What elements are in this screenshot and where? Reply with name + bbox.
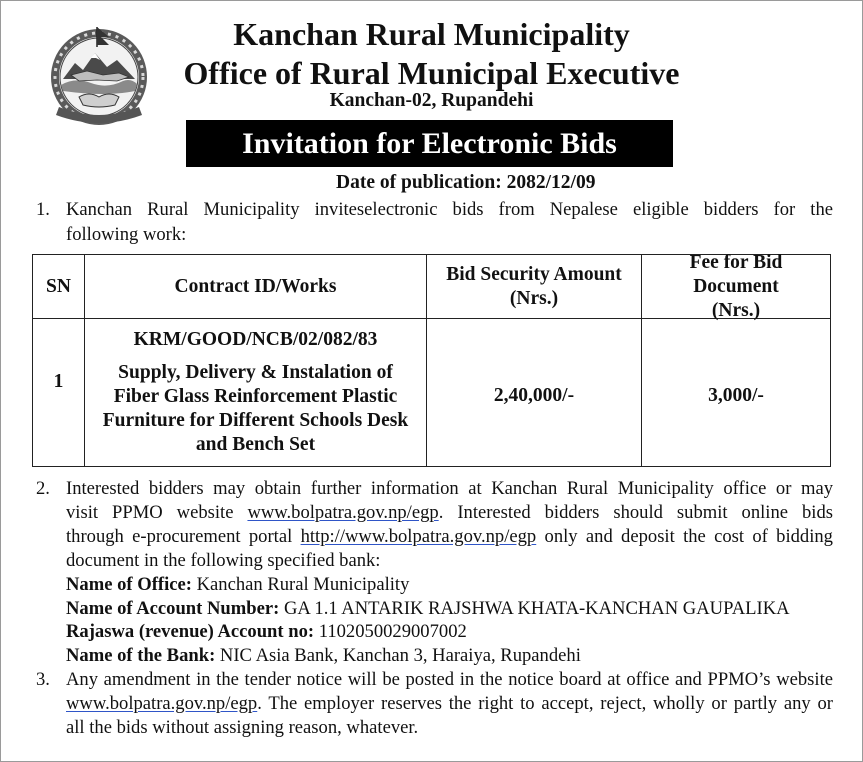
publication-date <box>336 171 595 195</box>
municipality-title: Kanchan Rural Municipality <box>233 16 630 52</box>
table-header-bid-security <box>427 255 642 319</box>
clause-1-line: following work: <box>66 223 187 245</box>
bank-detail-value: GA 1.1 ANTARIK RAJSHWA KHATA-KANCHAN GAUPALIKA <box>283 597 790 619</box>
table-header-sn-label: SN <box>46 275 71 297</box>
clause-3-line: all the bids without assigning reason, whatever. <box>66 716 419 738</box>
office-address: Kanchan-02, Rupandehi <box>329 90 534 111</box>
bank-detail-value: 1102050029007002 <box>318 621 467 643</box>
bank-detail-label: Rajaswa (revenue) Account no: <box>66 621 315 643</box>
clause-3-line: Any amendment in the tender notice will be posted in the notice board at office and PPMO’s website <box>66 669 833 690</box>
table-cell-works <box>98 328 414 457</box>
clause-1-number: 1. <box>36 199 50 220</box>
clause-1 <box>66 198 833 247</box>
table-header-bid-security-label: Bid Security Amount (Nrs.) <box>446 263 622 309</box>
clause-3-number: 3. <box>36 669 50 690</box>
clause-2-text: visit PPMO website <box>66 501 234 523</box>
bank-detail-bank-name <box>66 644 833 668</box>
bank-detail-label: Name of Account Number: <box>66 597 280 619</box>
ppmo-website-link[interactable]: www.bolpatra.gov.np/egp <box>66 692 258 714</box>
table-header-document-fee-label: Fee for Bid Document (Nrs.) <box>689 251 783 321</box>
bank-detail-label: Name of the Bank: <box>66 645 216 667</box>
notice-banner-title: Invitation for Electronic Bids <box>186 120 673 167</box>
publication-date-label: Date of publication: <box>336 172 502 193</box>
clause-2-number: 2. <box>36 478 50 499</box>
bank-detail-label: Name of Office: <box>66 573 192 595</box>
clause-2-text: through e-procurement portal <box>66 525 293 547</box>
table-row-document-fee <box>642 319 831 467</box>
table-cell-sn: 1 <box>53 370 64 392</box>
contract-id: KRM/GOOD/NCB/02/082/83 <box>133 329 378 350</box>
table-header-works-label: Contract ID/Works <box>174 275 337 297</box>
clause-2-line <box>66 525 833 549</box>
table-header-document-fee <box>642 251 831 321</box>
clause-3-line <box>66 692 833 716</box>
clause-2-line: document in the following specified bank: <box>66 549 381 571</box>
publication-date-value: 2082/12/09 <box>506 172 596 193</box>
clause-3-text: . The employer reserves the right to accept, reject, wholly or partly any or <box>257 692 833 714</box>
bank-detail-office <box>66 573 833 597</box>
bank-detail-account-number <box>66 620 833 644</box>
bid-table <box>32 251 831 467</box>
table-cell-document-fee: 3,000/- <box>708 384 764 406</box>
clause-2-text: only and deposit the cost of bidding <box>544 525 833 547</box>
table-row-works <box>85 319 427 467</box>
table-header-sn <box>33 255 85 319</box>
bank-detail-value: Kanchan Rural Municipality <box>196 573 410 595</box>
clause-2-text: . Interested bidders should submit online bids <box>438 501 833 523</box>
table-row-bid-security <box>427 319 642 467</box>
table-row-sn <box>33 319 85 467</box>
table-header-works <box>85 255 427 319</box>
works-description: Supply, Delivery & Instalation of Fiber Glass Reinforcement Plastic Furniture for Different Schools Desk and Bench Set <box>102 362 409 455</box>
office-title: Office of Rural Municipal Executive <box>183 55 680 91</box>
e-procurement-portal-link[interactable]: http://www.bolpatra.gov.np/egp <box>300 525 537 547</box>
table-cell-bid-security: 2,40,000/- <box>493 384 575 406</box>
clause-3 <box>66 668 833 740</box>
ppmo-website-link[interactable]: www.bolpatra.gov.np/egp <box>247 501 439 523</box>
clause-2-line <box>66 501 833 525</box>
clause-2 <box>66 477 833 668</box>
clause-2-line: Interested bidders may obtain further information at Kanchan Rural Municipality office or may <box>66 478 833 499</box>
bank-detail-account-name <box>66 597 833 621</box>
clause-1-line: Kanchan Rural Municipality inviteselectronic bids from Nepalese eligible bidders for the <box>66 199 833 220</box>
bank-detail-value: NIC Asia Bank, Kanchan 3, Haraiya, Rupandehi <box>219 645 581 667</box>
